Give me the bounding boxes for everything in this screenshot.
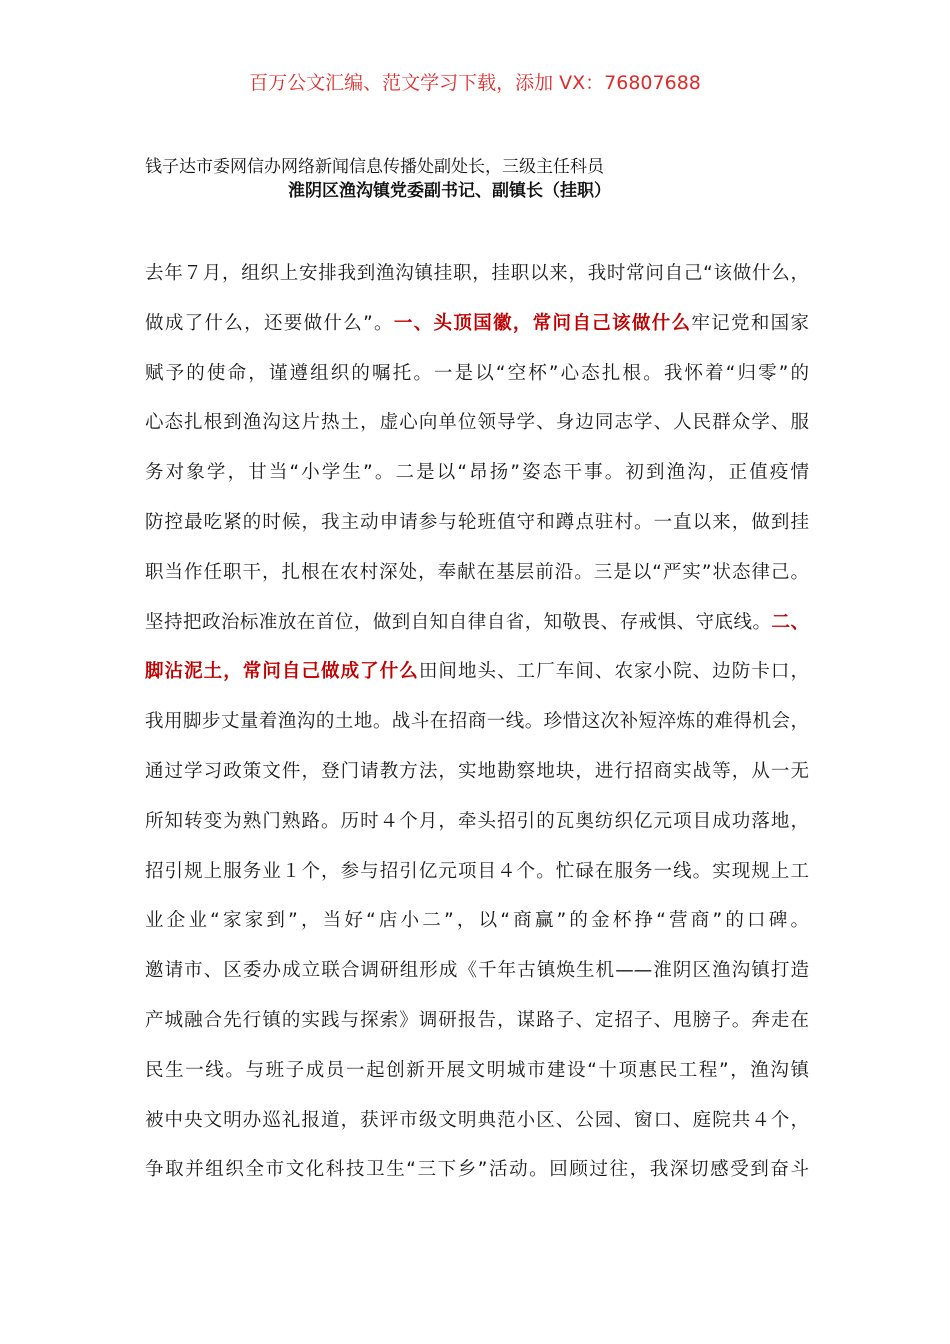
paragraph-line — [145, 760, 809, 784]
author-title-line-1: 钱子达市委网信办网络新闻信息传播处副处长，三级主任科员 — [145, 157, 604, 177]
paragraph-line — [145, 860, 809, 884]
paragraph-line — [145, 660, 809, 684]
body-text: 产城融合先行镇的实践与探索》调研报告，谋路子、定招子、甩膀子。奔走在 — [145, 1010, 809, 1031]
body-text: 防控最吃紧的时候，我主动申请参与轮班值守和蹲点驻村。一直以来，做到挂 — [145, 512, 809, 533]
body-text: 田间地头、工厂车间、农家小院、边防卡口， — [418, 661, 809, 683]
body-text: 坚持把政治标准放在首位，做到自知自律自省，知敬畏、存戒惧、守底线。 — [145, 611, 772, 633]
body-text: 做成了什么，还要做什么”。 — [145, 312, 394, 334]
paragraph-line — [145, 461, 809, 485]
author-title-line-2: 淮阴区渔沟镇党委副书记、副镇长（挂职） — [288, 181, 611, 201]
paragraph-line — [145, 710, 809, 734]
paragraph-line — [145, 611, 809, 635]
body-text: 通过学习政策文件，登门请教方法，实地勘察地块，进行招商实战等，从一无 — [145, 761, 809, 782]
body-text: 务对象学，甘当“小学生”。二是以“昂扬”姿态干事。初到渔沟，正值疫情 — [145, 462, 809, 484]
paragraph-line — [145, 511, 809, 535]
body-text: 心态扎根到渔沟这片热土，虚心向单位领导学、身边同志学、人民群众学、服 — [145, 412, 809, 434]
section-heading-text: 二、 — [771, 611, 809, 633]
body-text: 招引规上服务业１个，参与招引亿元项目４个。忙碌在服务一线。实现规上工 — [145, 860, 809, 882]
paragraph-line — [145, 411, 809, 435]
body-text: 所知转变为熟门熟路。历时４个月，牵头招引的瓦奥纺织亿元项目成功落地， — [145, 810, 809, 832]
body-text: 邀请市、区委办成立联合调研组形成《千年古镇焕生机——淮阴区渔沟镇打造 — [145, 960, 809, 982]
body-text: 民生一线。与班子成员一起创新开展文明城市建设“十项惠民工程”，渔沟镇 — [145, 1059, 809, 1081]
paragraph-line — [145, 561, 809, 585]
paragraph-line — [145, 810, 809, 834]
section-heading-text: 脚沾泥土，常问自己做成了什么 — [145, 661, 419, 683]
download-notice: 百万公文汇编、范文学习下载，添加 VX：76807688 — [249, 72, 701, 94]
body-text: 被中央文明办巡礼报道，获评市级文明典范小区、公园、窗口、庭院共４个， — [145, 1109, 809, 1131]
body-text: 牢记党和国家 — [691, 312, 809, 334]
paragraph-line — [145, 1158, 809, 1182]
body-text: 我用脚步丈量着渔沟的土地。战斗在招商一线。珍惜这次补短淬炼的难得机会， — [145, 711, 809, 733]
body-text: 争取并组织全市文化科技卫生“三下乡”活动。回顾过往，我深切感受到奋斗 — [145, 1159, 809, 1181]
paragraph-line — [145, 262, 809, 286]
paragraph-line — [145, 362, 809, 386]
body-text: 赋予的使命，谨遵组织的嘱托。一是以“空杯”心态扎根。我怀着“归零”的 — [145, 362, 809, 384]
paragraph-line — [145, 959, 809, 983]
paragraph-line — [145, 909, 809, 933]
section-heading-text: 一、头顶国徽，常问自己该做什么 — [393, 312, 692, 334]
paragraph-line — [145, 1009, 809, 1033]
paragraph-line — [145, 312, 809, 336]
body-text: 业企业“家家到”，当好“店小二”，以“商赢”的金杯挣“营商”的口碑。 — [145, 910, 809, 932]
body-text: 职当作任职干，扎根在农村深处，奉献在基层前沿。三是以“严实”状态律己。 — [145, 561, 809, 583]
paragraph-line — [145, 1109, 809, 1133]
body-text: 去年７月，组织上安排我到渔沟镇挂职，挂职以来，我时常问自己“该做什么， — [145, 263, 809, 284]
paragraph-line — [145, 1059, 809, 1083]
